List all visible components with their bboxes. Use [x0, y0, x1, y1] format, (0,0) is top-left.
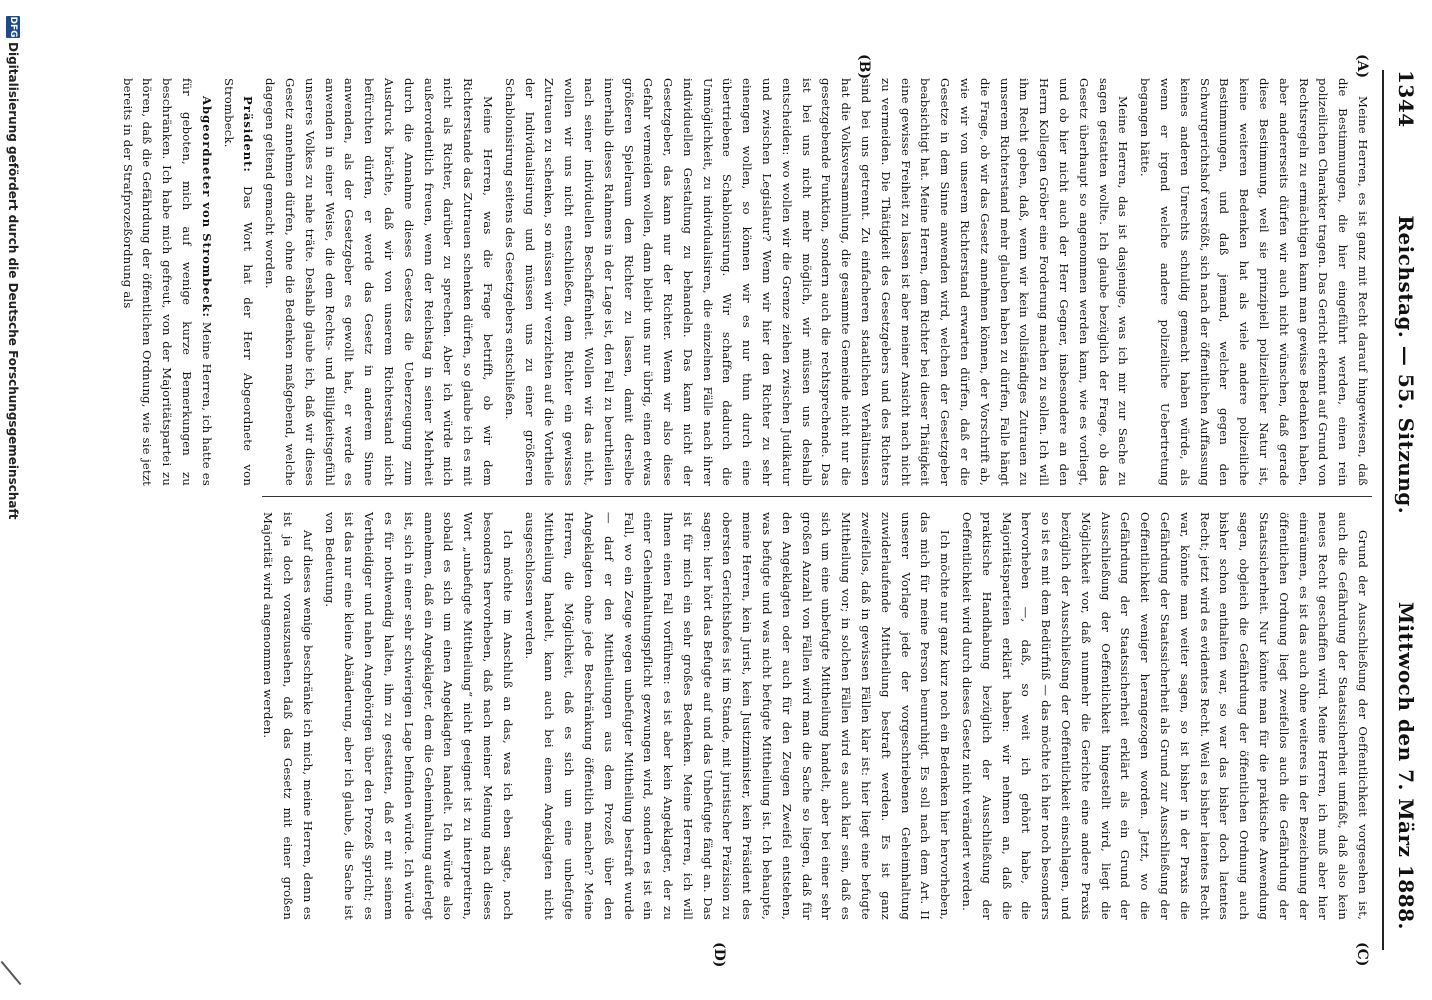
column-divider — [262, 496, 1372, 497]
header-title: Reichstag. — 55. Sitzung. — [1394, 215, 1418, 515]
paragraph: Auf dieses wenige beschränke ich mich, meine Herren, denn es ist ja doch vorauszusehen, daß das Gesetz mit einer großen Majorität wird angenommen werden. — [261, 512, 315, 920]
header-rule — [1382, 70, 1384, 950]
margin-marker-c: (C) — [1354, 942, 1370, 967]
paragraph: Meine Herren, was die Frage betrifft, ob wir dem Richterstande das Zutrauen schenken dürfen, so glaube ich es mit nicht als Richter, darüber zu sprechen. Aber ich würde mich außerordentlich freuen, wenn der Reichstag in seiner Mehrheit durch die Annahme dieses Gesetzes die Ueberzeugung zum Ausdruck brächte, daß wir von unserem Richterstand nicht befürchten dürfen, er werde das Gesetz in anderem Sinne anwenden, als der Gesetzgeber es gewollt hat, er werde es anwenden in einer Weise, die dem Rechts- und Billigkeitsgefühl unseres Volkes zu nahe träte. Deshalb glaube ich, daß wir dieses Gesetz annehmen dürfen, ohne die Bedenken maßgebend, welche dagegen geltend gemacht worden. — [263, 78, 495, 486]
paragraph: Meine Herren, das ist dasjenige, was ich mir zur Sache zu sagen gestatten wollte. Ich glaube bezüglich der Frage, ob das Gesetz überhaupt so angenommen werden kann, wie es vorliegt, und ob hier nicht auch der Herr Gegner, insbesondere an den Herrn Kollegen Gröber eine Forderung machen zu sollen. Ich will ihm Recht geben, daß, wenn wir kein vollständiges Zutrauen zu unserem Richterstand mehr glauben haben zu dürfen, Falle hängt die Frage, ob wir das Gesetz annehmen können, der Vorschrift ab, wie wir von unserem Richterstand erwarten dürfen, daß er die Gesetze in dem Sinne anwenden wird, welchen der Gesetzgeber beabsichtigt hat. Meine Herren, dem Richter bei dieser Thätigkeit eine gewisse Freiheit zu lassen ist aber meiner Ansicht nach nicht zu vermeiden. Die Thätigkeit des Gesetzgebers und des Richters sind bei uns getrennt. Zu einfacheren staatlichen Verhältnissen hat die Volksversammlung, die gesammte Gemeinde nicht nur die gesetzgebende Funktion, sondern auch die rechtsprechende. Das ist bei uns nicht mehr möglich, wir müssen uns deshalb entscheiden: wo wollen wir die Grenze ziehen zwischen Judikatur und zwischen Legislatur? Wenn wir hier den Richter zu sehr einengen wollen, so können wir es nur thun durch eine übertriebene Schablonisirung. Wir schaffen dadurch die Unmöglichkeit, zu individualisiren, die einzelnen Fälle nach ihrer individuellen Gestaltung zu behandeln. Das kann nicht der Gesetzgeber, das kann nur der Richter. Wenn wir also diese Gefahr vermeiden wollen, dann bleibt uns nur übrig, einen etwas größeren Spielraum dem Richter zu lassen, damit derselbe innerhalb dieses Rahmens in der Lage ist, den Fall zu beurtheilen nach seiner individuellen Beschaffenheit. Wollen wir das nicht, wollen wir uns nicht entschließen, dem Richter ein gewisses Zutrauen zu schenken, so müssen wir verzichten auf die Vortheile der Individualisirung und müssen uns zu einer größeren Schablonisirung seitens des Gesetzgebers entschließen. — [502, 78, 1131, 486]
speaker-label: Präsident: — [241, 96, 256, 173]
page-header — [1388, 70, 1424, 930]
speaker-label: Abgeordneter von Strombeck: — [199, 96, 214, 318]
paragraph: Grund der Ausschließung der Oeffentlichkeit vorgesehen ist, auch die Gefährdung der Staatssicherheit umfaßt, daß also kein neues Recht geschaffen wird. Meine Herren, ich muß aber hier einräumen, es ist das auch ohne weiteres in der Bezeichnung der öffentlichen Ordnung liegt zweifellos auch die Gefährdung der Staatssicherheit. Nur könnte man für die praktische Anwendung sagen, obgleich die Gefährdung der öffentlichen Ordnung auch bisher schon enthalten war, so war das bisher doch latentes Recht; jetzt wird es evidentes Recht. Weil es bisher latentes Recht war, könnte man weiter sagen, so ist bisher in der Praxis die Gefährdung der Staatssicherheit als Grund zur Ausschließung der Oeffentlichkeit weniger herangezogen worden. Jetzt, wo die Gefährdung der Staatssicherheit erklärt als ein Grund der Ausschließung der Oeffentlichkeit hingestellt wird, liegt die Möglichkeit vor, daß nunmehr die Gerichte eine andere Praxis bezüglich der Ausschließung der Oeffentlichkeit einschlagen, und so ist es mit dem Bedürfniß — das möchte ich hier noch besonders hervorheben —, daß, so weit ich gehört habe, die Majoritätsparteien erklärt haben: wir nehmen an, daß die praktische Handhabung bezüglich der Ausschließung der Oeffentlichkeit wird durch dieses Gesetz nicht verändert werden. — [960, 512, 1370, 920]
right-column — [261, 512, 1372, 920]
speaker-text: Das Wort hat der Herr Abgeordnete von Strombeck. — [221, 78, 256, 486]
speaker-text: Meine Herren, ich hatte es für geboten, mich auf wenige kurze Bemerkungen zu beschränken. Ich habe mich gefreut, von der Majoritätspartei zu hören, daß die Gefährdung der öffentlichen Ordnung, wie sie jetzt bereits in der Strafprozeßordnung als — [120, 78, 214, 486]
speaker-paragraph — [117, 78, 216, 486]
paragraph: Ich möchte im Anschluß an das, was ich eben sagte, noch besonders hervorheben, daß nach meiner Meinung nach dieses Wort „unbefugte Mittheilung“ nicht geeignet ist zu interpretiren, sobald es sich um einen Angeklagten handelt. Ich würde also annehmen, daß ein Angeklagter, dem die Geheimhaltung auferlegt ist, sich in einer sehr schwierigen Lage befinden würde. Ich würde es für nothwendig halten, ihm zu gestatten, daß er mit seinem Vertheidiger und nahen Angehörigen über den Prozeß spricht; es ist das nur eine kleine Abänderung, aber ich glaube, die Sache ist von Bedeutung. — [322, 512, 515, 920]
footer-credit — [4, 0, 22, 1000]
footer-credit-text: Digitalisierung gefördert durch die Deutsche Forschungsgemeinschaft — [6, 42, 20, 520]
page-number: 1344 — [1394, 70, 1418, 128]
margin-marker-d: (D) — [711, 942, 727, 968]
speaker-paragraph — [218, 78, 258, 486]
margin-marker-a: (A) — [1354, 54, 1370, 79]
header-date: Mittwoch den 7. März 1888. — [1394, 601, 1418, 930]
paragraph: Meine Herren, es ist ganz mit Recht darauf hingewiesen, daß die Bestimmungen, die hier eingeführt werden, einen rein polizeilichen Charakter tragen. Das Gericht erkennt auf Grund von Rechtsregeln zu ermächtigen kann man gewisse Bedenken haben, aber andererseits dürfen wir auch nicht wünschen, daß gerade diese Bestimmung, weil sie prinzipiell polizeilicher Natur ist, keine weiteren Bedenken hat als viele andere polizeiliche Bestimmungen, und daß jemand, welcher gegen den Schwurgerichtshof verstößt, sich nach der öffentlichen Auffassung keines anderen Unrechts schuldig gemacht haben würde, als wenn er irgend welche andere polizeiliche Uebertretung begangen hätte. — [1138, 78, 1370, 486]
dfg-logo-icon: DFG — [8, 16, 18, 38]
paragraph: Ich möchte nur ganz kurz noch ein Bedenken hier hervorheben, das mich für meine Person beunruhigt. Es soll nach dem Art. II unserer Vorlage jede der vorgeschriebenen Geheimhaltung zuwiderlaufende Mittheilung bestraft werden. Es ist ganz zweifellos, daß in gewissen Fällen klar ist: hier liegt eine befugte Mittheilung vor; in solchen Fällen wird es auch klar sein, daß es sich um eine unbefugte Mittheilung handelt, aber bei einer sehr großen Anzahl von Fällen wird man die Sache so liegen, daß für den Angeklagten oder auch für den Zeugen Zweifel entstehen, was befugte und was nicht befugte Mittheilung ist. Ich behaupte, meine Herren, kein Jurist, kein Justizminister, kein Präsident des obersten Gerichtshofes ist im Stande, mit juristischer Präzision zu sagen: hier hört das Befugte auf und das Unbefugte fängt an. Das ist für mich ein sehr großes Bedenken. Meine Herren, ich will Ihnen einen Fall vorführen: es ist aber kein Angeklagter, der zu einer Geheimhaltungspflicht gezwungen wird, sondern es ist ein Fall, wo ein Zeuge wegen unbefugter Mittheilung bestraft wurde — darf er den Mittheilungen aus dem Prozeß über den Angeklagten ohne jede Beschränkung öffentlich machen? Meine Herren, die Möglichkeit, daß es sich um eine unbefugte Mittheilung handelt, kann auch bei einem Angeklagten nicht ausgeschlossen werden. — [522, 512, 953, 920]
left-column — [120, 78, 1372, 486]
margin-marker-b: (B) — [856, 54, 872, 80]
